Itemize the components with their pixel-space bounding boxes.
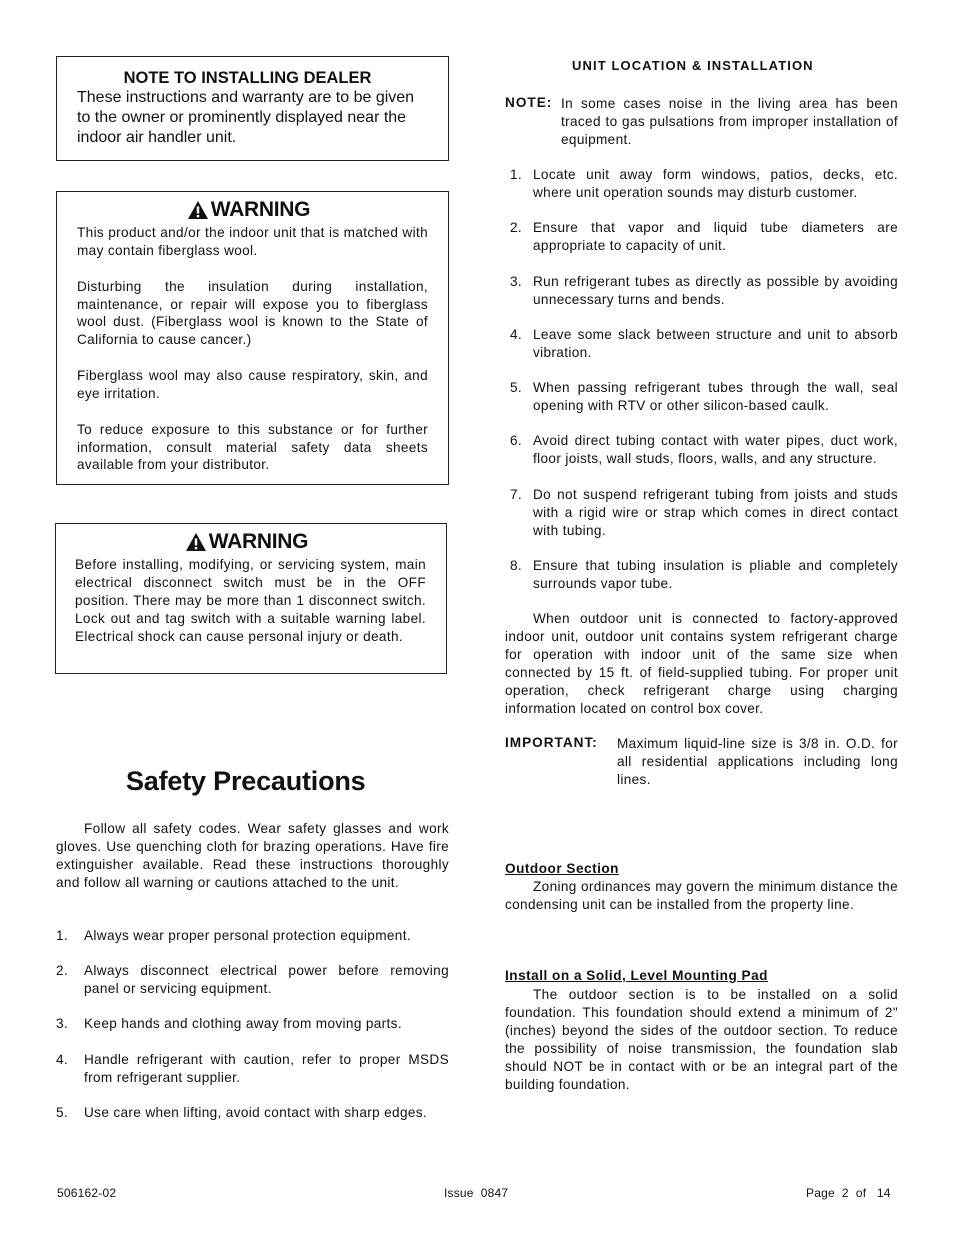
mounting-pad-text: The outdoor section is to be installed on a solid foundation. This foundation should extend a minimum of 2" (inches) beyond the sides of the outdoor section. To reduce the possibility of noise transmission, the foundation slab should NOT be in contact with or be an integral part of the building foundation.	[505, 987, 898, 1092]
list-number: 5.	[510, 380, 523, 395]
warning-header	[67, 528, 426, 556]
list-item	[56, 1104, 449, 1122]
list-number: 2.	[510, 220, 523, 235]
doc-number: 506162-02	[57, 1186, 117, 1200]
electrical-warning-box	[55, 523, 447, 674]
dealer-note-body: These instructions and warranty are to be given to the owner or prominently displayed near the indoor air handler unit.	[77, 89, 415, 146]
warning-paragraph: Disturbing the insulation during installation, maintenance, or repair will expose you to fiberglass wool dust. (Fiberglass wool is known to the State of California to cause cancer.)	[77, 278, 428, 348]
section-heading: UNIT LOCATION & INSTALLATION	[572, 58, 814, 73]
dealer-note-box	[56, 56, 449, 161]
list-number: 4.	[56, 1052, 69, 1067]
list-text: Ensure that tubing insulation is pliable and completely surrounds vapor tube.	[533, 558, 898, 591]
list-text: Use care when lifting, avoid contact with sharp edges.	[84, 1105, 428, 1120]
warning-label: WARNING	[210, 198, 311, 221]
list-item	[510, 486, 898, 540]
list-number: 1.	[510, 167, 523, 182]
list-number: 6.	[510, 433, 523, 448]
list-item	[510, 166, 898, 202]
fiberglass-warning-box	[56, 191, 449, 485]
safety-intro: Follow all safety codes. Wear safety glasses and work gloves. Use quenching cloth for brazing operations. Have fire extinguisher available. Read these instructions thoroughly and follow all warning or cautions attached to the unit.	[56, 821, 449, 890]
note-label: NOTE:	[505, 95, 553, 110]
list-item	[56, 1051, 449, 1087]
list-item	[510, 557, 898, 593]
list-number: 4.	[510, 327, 523, 342]
list-item	[510, 273, 898, 309]
refrigerant-charge-paragraph: When outdoor unit is connected to factory-approved indoor unit, outdoor unit contains system refrigerant charge for operation with indoor unit of the same size when connected by 15 ft. of field-supplied tubing. For proper unit operation, check refrigerant charge using charging information located on control box cover.	[505, 611, 898, 716]
list-item	[56, 962, 449, 998]
list-text: Run refrigerant tubes as directly as possible by avoiding unnecessary turns and bends.	[533, 274, 898, 307]
warning-paragraph: This product and/or the indoor unit that is matched with may contain fiberglass wool.	[77, 225, 428, 258]
issue-number: Issue 0847	[444, 1186, 509, 1200]
list-text: Avoid direct tubing contact with water pipes, duct work, floor joists, wall studs, floors, walls, and any structure.	[533, 433, 898, 466]
list-number: 3.	[510, 274, 523, 289]
warning-paragraph: Fiberglass wool may also cause respiratory, skin, and eye irritation.	[77, 368, 428, 401]
list-item	[510, 432, 898, 468]
list-text: Locate unit away form windows, patios, decks, etc. where unit operation sounds may disturb customer.	[533, 167, 898, 200]
list-text: Always wear proper personal protection equipment.	[84, 928, 411, 943]
list-text: When passing refrigerant tubes through the wall, seal opening with RTV or other silicon-based caulk.	[533, 380, 898, 413]
list-text: Do not suspend refrigerant tubing from joists and studs with a rigid wire or strap which comes in direct contact with tubing.	[533, 487, 898, 538]
warning-triangle-icon	[185, 532, 207, 552]
list-number: 1.	[56, 928, 69, 943]
list-item	[56, 927, 449, 945]
list-number: 8.	[510, 558, 523, 573]
list-item	[510, 379, 898, 415]
dealer-note-title: NOTE TO INSTALLING DEALER	[123, 69, 372, 87]
important-text: Maximum liquid-line size is 3/8 in. O.D. for all residential applications including long lines.	[617, 736, 898, 787]
list-item	[56, 1015, 449, 1033]
warning-header	[69, 196, 428, 224]
warning-paragraph: Before installing, modifying, or servicing system, main electrical disconnect switch must be in the OFF position. There may be more than 1 disconnect switch. Lock out and tag switch with a suitable warning label. Electrical shock can cause personal injury or death.	[75, 557, 426, 644]
list-text: Leave some slack between structure and unit to absorb vibration.	[533, 327, 898, 360]
mounting-pad-heading: Install on a Solid, Level Mounting Pad	[505, 968, 768, 983]
outdoor-section-heading: Outdoor Section	[505, 861, 619, 876]
warning-label: WARNING	[208, 530, 309, 553]
list-item	[510, 219, 898, 255]
page-number: Page 2 of 14	[806, 1186, 891, 1200]
list-text: Keep hands and clothing away from moving parts.	[84, 1016, 402, 1031]
list-item	[510, 326, 898, 362]
list-number: 2.	[56, 963, 69, 978]
warning-triangle-icon	[187, 200, 209, 220]
list-text: Handle refrigerant with caution, refer to proper MSDS from refrigerant supplier.	[84, 1052, 449, 1085]
list-text: Always disconnect electrical power before removing panel or servicing equipment.	[84, 963, 449, 996]
list-number: 7.	[510, 487, 523, 502]
warning-paragraph: To reduce exposure to this substance or for further information, consult material safety data sheets available from your distributor.	[77, 421, 428, 473]
note-text: In some cases noise in the living area has been traced to gas pulsations from improper installation of equipment.	[561, 96, 898, 147]
list-number: 3.	[56, 1016, 69, 1031]
page-title: Safety Precautions	[126, 766, 366, 796]
list-text: Ensure that vapor and liquid tube diameters are appropriate to capacity of unit.	[533, 220, 898, 253]
important-label: IMPORTANT:	[505, 735, 598, 750]
outdoor-section-text: Zoning ordinances may govern the minimum distance the condensing unit can be installed from the property line.	[505, 879, 898, 912]
list-number: 5.	[56, 1105, 69, 1120]
